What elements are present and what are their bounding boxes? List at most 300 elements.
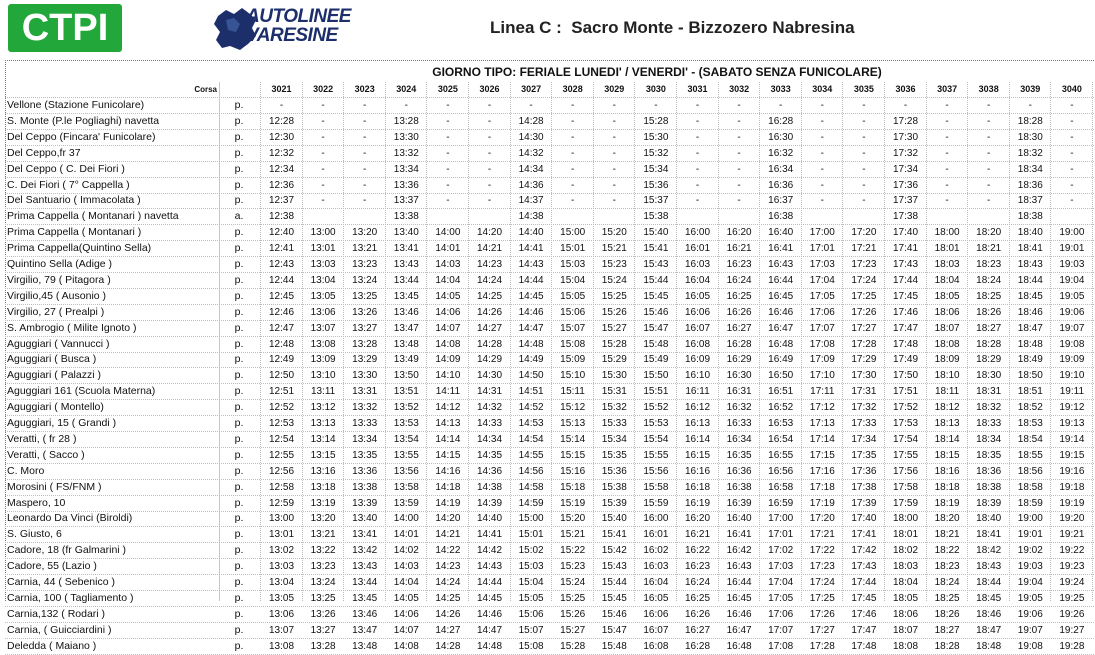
time-cell: 19:22 (1059, 545, 1085, 557)
time-cell: - (363, 100, 367, 111)
time-cell: 15:47 (643, 322, 669, 334)
time-cell: 18:41 (976, 529, 1002, 541)
time-cell: 19:03 (1017, 561, 1043, 573)
stop-name: Prima Cappella ( Montanari ) navetta (7, 210, 179, 223)
time-cell: 16:30 (726, 370, 752, 382)
time-cell: 16:41 (768, 243, 794, 255)
time-cell: 16:45 (768, 290, 794, 302)
time-cell: - (695, 179, 700, 191)
time-cell: - (820, 147, 824, 159)
time-cell: 15:55 (643, 449, 669, 461)
time-cell: 18:00 (892, 513, 919, 525)
time-cell: 16:45 (726, 592, 752, 604)
time-cell: 19:11 (1059, 386, 1085, 398)
time-cell: 15:25 (601, 290, 627, 302)
time-cell: 13:59 (393, 497, 419, 509)
time-cell: 13:13 (310, 418, 336, 429)
time-cell: 16:34 (768, 163, 794, 175)
time-cell: 17:18 (809, 481, 835, 493)
time-cell: 13:35 (352, 449, 378, 461)
time-cell: 18:28 (934, 640, 960, 652)
time-cell: 18:25 (934, 592, 960, 604)
time-cell: 17:20 (809, 513, 835, 525)
time-cell: - (1070, 179, 1074, 191)
time-cell: 13:06 (268, 608, 295, 620)
time-cell: 15:25 (560, 592, 586, 604)
time-cell: 15:01 (560, 243, 586, 255)
time-cell: 18:39 (976, 497, 1002, 509)
time-cell: 13:34 (352, 433, 378, 445)
time-cell: - (737, 115, 741, 127)
stop-name: Virgilio, 79 ( Pitagora ) (7, 273, 111, 286)
time-cell: 16:28 (684, 640, 711, 652)
stop-name: Aguggiari ( Vannucci ) (7, 337, 110, 350)
time-cell: 13:54 (393, 433, 419, 445)
time-cell: 19:09 (1059, 354, 1085, 366)
time-cell: 13:00 (268, 513, 295, 525)
time-cell: 18:27 (934, 624, 960, 636)
time-cell: 18:30 (976, 370, 1002, 382)
time-cell: 17:45 (892, 290, 919, 302)
time-cell: 17:48 (892, 338, 919, 350)
time-cell: 17:28 (851, 338, 877, 350)
time-cell: 16:07 (684, 322, 711, 334)
time-cell: 17:08 (768, 640, 794, 652)
time-cell: 18:08 (934, 338, 960, 350)
time-cell: - (945, 115, 949, 127)
time-cell: 15:16 (560, 465, 586, 477)
time-cell: 14:12 (435, 402, 461, 414)
time-cell: 12:32 (268, 147, 295, 159)
time-cell: 13:03 (310, 259, 336, 270)
stop-name: Deledda ( Maiano ) (7, 639, 97, 652)
time-cell: 16:40 (768, 227, 794, 239)
time-cell: - (446, 179, 450, 191)
time-cell: 18:49 (1017, 354, 1043, 366)
time-cell: 19:08 (1017, 640, 1043, 652)
time-cell: 15:38 (643, 211, 669, 223)
time-cell: - (321, 195, 325, 207)
time-cell: 18:42 (976, 545, 1002, 557)
time-cell: 16:05 (684, 290, 711, 302)
time-cell: 14:26 (476, 306, 503, 318)
time-cell: - (487, 131, 492, 143)
time-cell: 16:50 (768, 370, 794, 382)
time-cell: 13:45 (393, 290, 419, 302)
time-cell: 13:58 (393, 481, 419, 493)
time-cell: - (862, 195, 866, 207)
time-cell: 14:58 (518, 481, 544, 493)
stop-name: Virgilio, 27 ( Prealpi ) (7, 305, 105, 318)
time-cell: 16:14 (684, 433, 711, 445)
time-cell: 14:29 (476, 354, 503, 366)
time-cell: 12:44 (268, 274, 295, 286)
time-cell: 18:29 (976, 354, 1002, 366)
stop-name: S. Monte (P.le Pogliaghi) navetta (7, 114, 160, 127)
time-cell: 14:41 (476, 529, 503, 541)
time-cell: 16:52 (768, 402, 794, 414)
time-cell: - (571, 147, 575, 159)
time-cell: 18:37 (1017, 195, 1043, 207)
corsa-number: 3033 (770, 84, 791, 94)
time-cell: 17:35 (851, 449, 877, 461)
time-cell: 13:38 (393, 211, 419, 223)
time-cell: 18:21 (934, 529, 960, 541)
time-cell: 13:11 (310, 386, 336, 398)
time-cell: 13:07 (310, 322, 336, 334)
time-cell: 17:54 (892, 433, 919, 445)
stop-name: C. Moro (7, 464, 45, 477)
time-cell: - (695, 147, 700, 159)
time-cell: 18:06 (934, 306, 960, 318)
time-cell: 18:38 (1017, 211, 1043, 223)
time-cell: 19:06 (1017, 608, 1043, 620)
time-cell: 19:07 (1059, 322, 1085, 334)
time-cell: 14:21 (435, 529, 461, 541)
corsa-number: 3028 (562, 84, 583, 94)
time-cell: - (820, 179, 824, 191)
time-cell: 18:07 (892, 624, 919, 636)
time-cell: 13:10 (310, 370, 336, 382)
time-cell: 14:49 (518, 354, 544, 366)
time-cell: - (487, 147, 492, 159)
time-cell: 17:41 (892, 243, 919, 255)
time-cell: 18:14 (934, 433, 960, 445)
time-cell: 13:20 (310, 513, 336, 525)
time-cell: 18:10 (934, 370, 960, 382)
time-cell (1051, 209, 1092, 224)
time-cell: 14:46 (476, 608, 503, 620)
time-cell: 19:24 (1059, 577, 1085, 588)
time-cell: 16:23 (726, 259, 752, 270)
time-cell: 14:44 (476, 577, 503, 588)
time-cell: 16:49 (768, 354, 794, 366)
time-cell: 17:38 (892, 211, 919, 223)
time-cell: 15:41 (601, 529, 627, 541)
time-cell: 17:22 (809, 545, 835, 557)
time-cell: - (945, 195, 949, 207)
time-cell (303, 209, 344, 224)
time-cell: 18:44 (1017, 274, 1043, 286)
time-cell: 12:58 (268, 481, 295, 493)
arrival-departure-flag: p. (234, 512, 244, 525)
time-cell: 18:18 (934, 481, 960, 493)
time-cell: 14:22 (435, 545, 461, 557)
time-cell: 18:01 (892, 529, 919, 541)
time-cell: 14:46 (518, 306, 544, 318)
time-cell: 17:16 (809, 465, 835, 477)
time-cell: 17:01 (768, 529, 794, 541)
table-row (5, 273, 1094, 289)
time-cell: 13:39 (352, 497, 378, 509)
time-cell: 14:04 (435, 274, 461, 286)
time-cell: 14:42 (476, 545, 503, 557)
time-cell: 18:05 (892, 592, 919, 604)
time-cell: 16:12 (684, 402, 711, 414)
arrival-departure-flag: p. (234, 576, 244, 588)
corsa-number: 3026 (479, 84, 500, 94)
arrival-departure-flag: p. (234, 591, 244, 604)
time-cell: 15:40 (643, 227, 669, 239)
time-cell: 17:58 (892, 481, 919, 493)
time-cell: 15:42 (601, 545, 627, 557)
table-row (5, 114, 1094, 130)
time-cell: 16:18 (684, 481, 711, 493)
time-cell: 18:27 (976, 322, 1002, 334)
corsa-number: 3036 (895, 84, 916, 94)
time-cell: 17:10 (809, 370, 835, 382)
time-cell: 16:15 (684, 449, 711, 461)
time-cell: - (363, 131, 367, 143)
time-cell: 15:56 (643, 465, 669, 477)
time-cell: 15:24 (560, 577, 586, 588)
time-cell: 17:01 (809, 243, 835, 255)
time-cell: 13:41 (352, 529, 378, 541)
time-cell: - (487, 115, 492, 127)
time-cell: - (1070, 163, 1074, 175)
corsa-number: 3025 (437, 84, 458, 94)
time-cell: 15:07 (560, 322, 586, 334)
time-cell: - (571, 179, 575, 191)
arrival-departure-flag: p. (234, 544, 244, 557)
stop-name: C. Dei Fiori ( 7° Cappella ) (7, 178, 130, 191)
time-cell: 16:21 (726, 243, 752, 255)
table-row (5, 384, 1094, 400)
time-cell (594, 209, 635, 224)
time-cell: 17:46 (892, 306, 919, 318)
time-cell: 15:23 (560, 561, 586, 573)
time-cell: 17:40 (892, 227, 919, 239)
table-row (5, 289, 1094, 305)
time-cell: 14:48 (476, 640, 503, 652)
corsa-number: 3040 (1061, 84, 1082, 94)
corsa-label: Corsa (194, 85, 217, 94)
time-cell: 16:38 (726, 481, 752, 493)
time-cell: 13:34 (393, 163, 419, 175)
time-cell: 13:07 (268, 624, 295, 636)
time-cell: 14:07 (435, 322, 461, 334)
time-cell: 13:04 (310, 274, 336, 286)
time-cell: 17:42 (851, 545, 877, 557)
time-cell: 17:40 (851, 513, 877, 525)
stop-name: S. Ambrogio ( Milite Ignoto ) (7, 321, 137, 334)
time-cell: - (987, 131, 991, 143)
time-cell: - (446, 195, 450, 207)
time-cell: 16:47 (768, 322, 794, 334)
time-cell: 14:47 (518, 322, 544, 334)
time-cell: 13:33 (352, 418, 378, 429)
time-cell: 15:35 (601, 449, 627, 461)
time-cell: 15:39 (601, 497, 627, 509)
time-cell: 14:01 (435, 243, 461, 255)
time-cell: 15:52 (643, 402, 669, 414)
time-cell: 13:47 (393, 322, 419, 334)
arrival-departure-flag: p. (234, 242, 244, 255)
time-cell: 16:08 (684, 338, 711, 350)
time-cell: - (695, 163, 700, 175)
time-cell: 15:08 (518, 640, 544, 652)
time-cell: 14:28 (476, 338, 503, 350)
stop-name: Aguggiari ( Montello) (7, 401, 104, 414)
time-cell: 16:37 (768, 195, 794, 207)
time-cell: 17:44 (892, 274, 919, 286)
time-cell: 15:50 (643, 370, 669, 382)
time-cell: - (612, 115, 616, 127)
time-cell: 15:34 (643, 163, 669, 175)
time-cell: - (404, 100, 408, 111)
time-cell: 18:26 (976, 306, 1002, 318)
time-cell: - (446, 131, 450, 143)
stop-name: Del Santuario ( Immacolata ) (7, 194, 141, 207)
time-cell: 17:23 (851, 259, 877, 270)
time-cell: 14:00 (435, 227, 461, 239)
time-cell: 14:28 (435, 640, 461, 652)
time-cell: 14:50 (518, 370, 544, 382)
time-cell: 14:27 (476, 322, 503, 334)
stop-name: Aguggiari ( Busca ) (7, 353, 97, 366)
time-cell: 15:08 (560, 338, 586, 350)
time-cell: 14:34 (518, 163, 544, 175)
time-cell: 17:27 (851, 322, 877, 334)
time-cell: - (862, 131, 866, 143)
time-cell: 18:34 (976, 433, 1002, 445)
time-cell: 15:28 (560, 640, 586, 652)
table-row (5, 337, 1094, 353)
time-cell: 13:23 (310, 561, 336, 573)
time-cell: 16:46 (768, 306, 794, 318)
time-cell: 13:29 (352, 354, 378, 366)
time-cell: 17:08 (809, 338, 835, 350)
time-cell: 17:51 (892, 386, 919, 398)
time-cell: 19:12 (1059, 402, 1085, 414)
time-cell: 15:22 (560, 545, 586, 557)
time-cell: 16:21 (684, 529, 711, 541)
time-cell: 16:38 (768, 211, 794, 223)
time-cell: 12:41 (268, 243, 295, 255)
time-cell: 13:56 (393, 465, 419, 477)
time-cell: - (321, 115, 325, 127)
time-cell: - (487, 100, 492, 111)
time-cell: 15:37 (643, 195, 669, 207)
time-cell: 19:25 (1059, 592, 1085, 604)
time-cell: - (695, 100, 700, 111)
arrival-departure-flag: p. (234, 130, 244, 143)
time-cell: 15:02 (518, 545, 544, 557)
table-row (5, 591, 1094, 607)
time-cell: 14:25 (435, 592, 461, 604)
time-cell: - (571, 195, 575, 207)
time-cell: 18:48 (1017, 338, 1043, 350)
time-cell: 19:05 (1059, 290, 1085, 302)
time-cell: 15:58 (643, 481, 669, 493)
time-cell: 18:23 (976, 259, 1002, 270)
time-cell: - (820, 195, 824, 207)
time-cell: 13:42 (352, 545, 378, 557)
time-cell: 18:21 (976, 243, 1002, 255)
time-cell: 14:03 (435, 259, 461, 270)
time-cell: - (862, 100, 866, 111)
time-cell: 17:28 (809, 640, 835, 652)
time-cell: 19:04 (1059, 274, 1085, 286)
time-cell: 17:38 (851, 481, 877, 493)
table-row (5, 368, 1094, 384)
time-cell: 14:39 (476, 497, 503, 509)
time-cell: 14:40 (518, 227, 544, 239)
time-cell: 12:48 (268, 338, 295, 350)
time-cell: 15:00 (560, 227, 586, 239)
time-cell: 13:46 (393, 306, 419, 318)
time-cell: 14:05 (393, 592, 419, 604)
time-cell: 16:31 (726, 386, 752, 398)
time-cell: 16:47 (726, 624, 752, 636)
time-cell: 16:34 (726, 433, 752, 445)
time-cell: 17:28 (892, 115, 919, 127)
time-cell: - (737, 100, 741, 111)
time-cell: 19:13 (1059, 418, 1085, 429)
time-cell: 13:28 (352, 338, 378, 350)
time-cell: - (321, 163, 325, 175)
time-cell: 17:36 (892, 179, 919, 191)
time-cell: 18:11 (934, 386, 960, 398)
table-row (5, 416, 1094, 432)
table-row (5, 607, 1094, 623)
time-cell: 13:27 (310, 624, 336, 636)
time-cell: 14:01 (393, 529, 419, 541)
time-cell: 15:27 (560, 624, 586, 636)
time-cell: 15:26 (560, 608, 586, 620)
arrival-departure-flag: p. (234, 623, 244, 636)
time-cell: 18:24 (934, 577, 960, 588)
table-row (5, 321, 1094, 337)
time-cell: 16:46 (726, 608, 752, 620)
time-cell: - (987, 195, 991, 207)
time-cell: 17:32 (851, 402, 877, 414)
time-cell: 15:28 (643, 115, 669, 127)
time-cell: 16:22 (684, 545, 711, 557)
time-cell: 15:14 (560, 433, 586, 445)
time-cell: - (363, 147, 367, 159)
stop-name: Vellone (Stazione Funicolare) (7, 99, 145, 111)
time-cell: 16:09 (684, 354, 711, 366)
time-cell: 16:53 (768, 418, 794, 429)
time-cell: 17:07 (768, 624, 794, 636)
arrival-departure-flag: p. (234, 162, 244, 175)
table-row (5, 511, 1094, 527)
time-cell: 19:18 (1059, 481, 1085, 493)
time-cell: 14:00 (393, 513, 419, 525)
time-cell: 14:54 (518, 433, 544, 445)
time-cell: 15:00 (518, 513, 544, 525)
time-cell: 12:36 (268, 179, 295, 191)
time-cell: 18:50 (1017, 370, 1043, 382)
time-cell: - (1028, 100, 1032, 111)
time-cell: - (487, 195, 492, 207)
time-cell: 18:07 (934, 322, 960, 334)
time-cell: 16:05 (643, 592, 669, 604)
time-cell: 13:26 (352, 306, 378, 318)
time-cell: 16:27 (726, 322, 752, 334)
time-cell: 17:06 (809, 306, 835, 318)
time-cell: 16:24 (726, 274, 752, 286)
time-cell: 18:35 (976, 449, 1002, 461)
stop-name: Morosini ( FS/FNM ) (7, 480, 102, 493)
arrival-departure-flag: p. (234, 146, 244, 159)
time-cell: - (737, 131, 741, 143)
time-cell: 17:02 (768, 545, 794, 557)
corsa-number: 3039 (1020, 84, 1041, 94)
time-cell: 16:48 (768, 338, 794, 350)
table-row (5, 432, 1094, 448)
